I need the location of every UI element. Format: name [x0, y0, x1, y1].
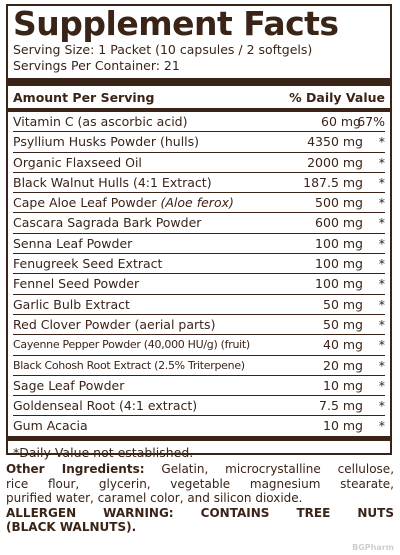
- other-ingredients-label: Other Ingredients:: [6, 462, 145, 476]
- other-ingredients-text-1: Gelatin, microcrystalline cellulose,: [144, 462, 395, 476]
- row-dv: *: [378, 377, 385, 393]
- footnote: *Daily Value not established.: [13, 444, 194, 460]
- table-row: [13, 192, 385, 212]
- row-dv: *: [378, 418, 385, 434]
- other-ingredients-line-1: [6, 462, 394, 477]
- row-dv: *: [378, 195, 385, 211]
- table-row: [13, 375, 385, 395]
- row-dv: *: [378, 276, 385, 292]
- row-dv: *: [378, 316, 385, 332]
- row-name: Senna Leaf Powder: [13, 235, 133, 251]
- row-name: [13, 193, 234, 212]
- row-dv: *: [378, 235, 385, 251]
- row-name: Black Cohosh Root Extract (2.5% Triterpene): [13, 358, 245, 372]
- other-ingredients: [6, 462, 394, 534]
- other-ingredients-line-2: rice flour, glycerin, vegetable magnesium stearate,: [6, 476, 394, 491]
- row-dv: *: [378, 154, 385, 170]
- row-amount: 100 mg: [315, 256, 363, 272]
- table-row: [13, 233, 385, 253]
- header-daily-value: % Daily Value: [289, 89, 385, 105]
- supplement-facts-panel: [6, 4, 392, 460]
- row-dv: *: [378, 256, 385, 272]
- row-amount: 2000 mg: [307, 154, 363, 170]
- row-name: Cayenne Pepper Powder (40,000 HU/g) (fruit): [13, 338, 250, 352]
- row-dv: *: [378, 134, 385, 150]
- row-name: Goldenseal Root (4:1 extract): [13, 398, 198, 414]
- row-name: Garlic Bulb Extract: [13, 296, 130, 312]
- table-row: [13, 172, 385, 192]
- row-amount: 10 mg: [323, 377, 363, 393]
- row-amount: 187.5 mg: [303, 174, 363, 190]
- watermark: BGPharm: [352, 543, 394, 552]
- row-amount: 40 mg: [323, 337, 363, 353]
- serving-size: Serving Size: 1 Packet (10 capsules / 2 softgels): [13, 42, 313, 57]
- row-name-latin: (Aloe ferox): [160, 195, 234, 211]
- header-amount: Amount Per Serving: [13, 89, 155, 105]
- ingredient-rows: [13, 112, 385, 436]
- row-name: Gum Acacia: [13, 418, 88, 434]
- row-amount: 60 mg: [321, 114, 361, 129]
- table-row: [13, 415, 385, 435]
- panel-title: Supplement Facts: [13, 4, 339, 43]
- allergen-warning: ALLERGEN WARNING: CONTAINS TREE NUTS: [6, 505, 394, 520]
- row-amount: 4350 mg: [307, 134, 363, 150]
- row-dv: *: [378, 398, 385, 414]
- row-amount: 50 mg: [323, 296, 363, 312]
- row-amount: 20 mg: [323, 357, 363, 373]
- other-ingredients-line-3: purified water, caramel color, and silicon dioxide.: [6, 491, 303, 505]
- allergen-warning-detail: (BLACK WALNUTS).: [6, 519, 137, 534]
- table-row: [13, 152, 385, 172]
- row-dv: *: [378, 357, 385, 373]
- row-name: Sage Leaf Powder: [13, 377, 125, 393]
- row-name: Fennel Seed Powder: [13, 276, 140, 292]
- row-dv: *: [378, 296, 385, 312]
- table-row: [13, 395, 385, 415]
- row-name: Red Clover Powder (aerial parts): [13, 316, 216, 332]
- row-dv: *: [378, 215, 385, 231]
- row-dv: 67%: [357, 114, 385, 129]
- row-amount: 600 mg: [315, 215, 363, 231]
- row-name-main: Cape Aloe Leaf Powder: [13, 195, 161, 211]
- row-name: Vitamin C (as ascorbic acid): [13, 114, 188, 129]
- table-row: [13, 314, 385, 334]
- bottom-divider: [8, 436, 390, 441]
- row-dv: *: [378, 174, 385, 190]
- row-amount: 7.5 mg: [319, 398, 363, 414]
- row-amount: 100 mg: [315, 276, 363, 292]
- row-name: Organic Flaxseed Oil: [13, 154, 142, 170]
- thick-divider: [8, 78, 390, 86]
- table-header: [13, 86, 385, 108]
- table-row: [13, 131, 385, 151]
- row-amount: 100 mg: [315, 235, 363, 251]
- table-row: [13, 355, 385, 375]
- table-row: [13, 253, 385, 273]
- table-row: [13, 112, 385, 131]
- row-name: Cascara Sagrada Bark Powder: [13, 215, 202, 231]
- row-amount: 500 mg: [315, 195, 363, 211]
- row-name: Psyllium Husks Powder (hulls): [13, 134, 200, 150]
- row-name: Fenugreek Seed Extract: [13, 256, 163, 272]
- row-name: Black Walnut Hulls (4:1 Extract): [13, 174, 212, 190]
- row-amount: 10 mg: [323, 418, 363, 434]
- table-row: [13, 294, 385, 314]
- servings-per-container: Servings Per Container: 21: [13, 58, 180, 73]
- table-row: [13, 212, 385, 232]
- table-row: [13, 273, 385, 293]
- row-dv: *: [378, 337, 385, 353]
- row-amount: 50 mg: [323, 316, 363, 332]
- table-row: [13, 334, 385, 354]
